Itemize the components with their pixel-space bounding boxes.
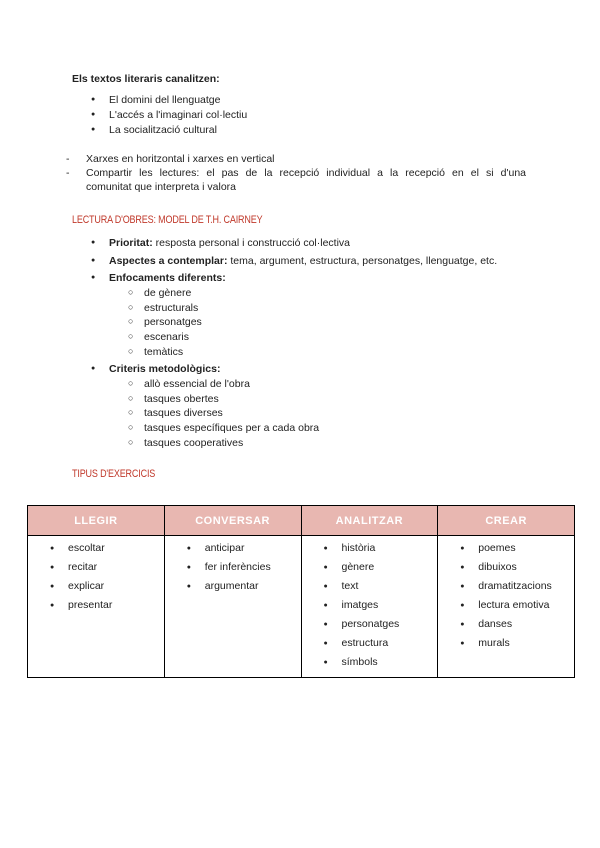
list-item: ● escoltar xyxy=(28,539,164,558)
list-item: ● història xyxy=(302,539,438,558)
cairney-prioritat xyxy=(109,237,350,249)
list-item: ● dibuixos xyxy=(438,558,574,577)
list-item: ● símbols xyxy=(302,653,438,672)
list-item: ● murals xyxy=(438,634,574,653)
criteri-item: ○ tasques cooperatives xyxy=(144,437,243,449)
enfocaments-label: ● Enfocaments diferents: xyxy=(109,272,226,284)
table-header-llegir: LLEGIR xyxy=(28,506,165,536)
table-header-conversar: CONVERSAR xyxy=(164,506,301,536)
intro-bullet: ● L'accés a l'imaginari col·lectiu xyxy=(109,109,247,121)
criteri-item: ○ allò essencial de l'obra xyxy=(144,378,250,390)
cairney-aspectes xyxy=(109,255,497,267)
list-item: ● lectura emotiva xyxy=(438,596,574,615)
dash-item-continuation: comunitat que interpreta i valora xyxy=(86,181,236,193)
section-heading-cairney: LECTURA D'OBRES: MODEL DE T.H. CAIRNEY xyxy=(72,214,263,226)
list-item: ● poemes xyxy=(438,539,574,558)
list-item: ● gènere xyxy=(302,558,438,577)
enfocament-item: ○ de gènere xyxy=(144,287,191,299)
criteri-item: ○ tasques diverses xyxy=(144,407,223,419)
prioritat-label: Prioritat: xyxy=(109,237,153,249)
list-item: ● fer inferències xyxy=(165,558,301,577)
table-cell-crear xyxy=(438,536,575,678)
table-cell-llegir xyxy=(28,536,165,678)
list-item: ● explicar xyxy=(28,577,164,596)
table-header-crear: CREAR xyxy=(438,506,575,536)
enfocament-item: ○ personatges xyxy=(144,316,202,328)
enfocament-item: ○ escenaris xyxy=(144,331,189,343)
list-item: ● danses xyxy=(438,615,574,634)
criteri-item: ○ tasques obertes xyxy=(144,393,219,405)
intro-bullet: ● El domini del llenguatge xyxy=(109,94,221,106)
list-item: ● imatges xyxy=(302,596,438,615)
intro-title: Els textos literaris canalitzen: xyxy=(72,73,220,85)
list-item: ● anticipar xyxy=(165,539,301,558)
dash-item: - Compartir les lectures: el pas de la recepció individual a la recepció en el si d'una xyxy=(86,167,526,179)
list-item: ● argumentar xyxy=(165,577,301,596)
list-item: ● personatges xyxy=(302,615,438,634)
criteris-label: ● Criteris metodològics: xyxy=(109,363,220,375)
enfocament-item: ○ estructurals xyxy=(144,302,198,314)
table-cell-analitzar xyxy=(301,536,438,678)
list-item: ● dramatitzacions xyxy=(438,577,574,596)
aspectes-label: Aspectes a contemplar: xyxy=(109,255,228,267)
intro-bullet: ● La socialització cultural xyxy=(109,124,217,136)
criteri-item: ○ tasques específiques per a cada obra xyxy=(144,422,319,434)
table-cell-conversar xyxy=(164,536,301,678)
list-item: ● recitar xyxy=(28,558,164,577)
aspectes-text: tema, argument, estructura, personatges, llenguatge, etc. xyxy=(227,255,498,267)
list-item: ● presentar xyxy=(28,596,164,615)
list-item: ● text xyxy=(302,577,438,596)
list-item: ● estructura xyxy=(302,634,438,653)
exercise-types-table xyxy=(27,505,575,678)
enfocament-item: ○ temàtics xyxy=(144,346,183,358)
section-heading-tipus: TIPUS D'EXERCICIS xyxy=(72,468,156,480)
dash-item: - Xarxes en horitzontal i xarxes en vertical xyxy=(86,153,275,165)
prioritat-text: resposta personal i construcció col·lectiva xyxy=(152,237,351,249)
table-header-analitzar: ANALITZAR xyxy=(301,506,438,536)
